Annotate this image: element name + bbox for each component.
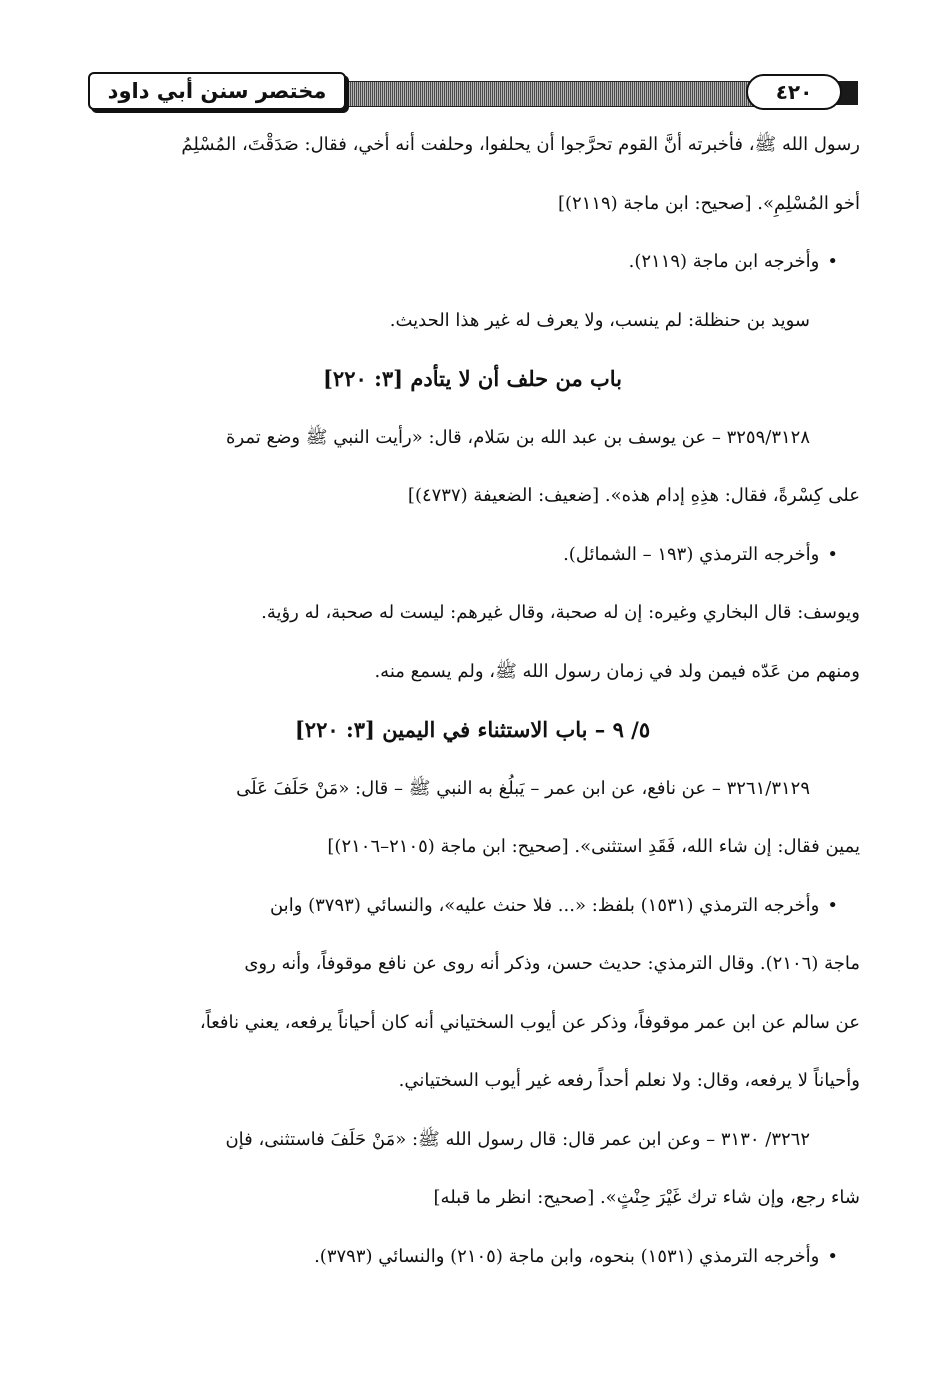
bullet-line: • وأخرجه الترمذي (١٥٣١) بنحوه، وابن ماجة (٢١٠٥) والنسائي (٣٧٩٣). (85, 1228, 860, 1287)
text-line: ويوسف: قال البخاري وغيره: إن له صحبة، وقال غيرهم: ليست له صحبة، له رؤية. (261, 602, 860, 623)
text-line: عن سالم عن ابن عمر موقوفاً، وذكر عن أيوب السختياني أنه كان أحياناً يرفعه، يعني نافعاً، (199, 1011, 860, 1033)
bullet-line: • وأخرجه الترمذي (١٥٣١) بلفظ: «... فلا حنث عليه»، والنسائي (٣٧٩٣) وابن (85, 877, 860, 936)
hadith-line: ٣٢٥٩/٣١٢٨ – عن يوسف بن عبد الله بن سَلام، قال: «رأيت النبي ﷺ وضع تمرة (226, 426, 810, 448)
header-ornament-bar (286, 81, 778, 107)
hadith-line: ٣٢٦١/٣١٢٩ – عن نافع، عن ابن عمر – يَبلُغ به النبي ﷺ – قال: «مَنْ حَلَفَ عَلَى (236, 777, 810, 799)
page-body (85, 116, 860, 1286)
text-line: ماجة (٢١٠٦). وقال الترمذي: حديث حسن، وذكر أنه روى عن نافع موقوفاً، وأنه روى (244, 953, 860, 974)
text-line: وأحياناً لا يرفعه، وقال: ولا نعلم أحداً رفعه غير أيوب السختياني. (398, 1070, 860, 1091)
text-line: أخو المُسْلِمِ». [صحيح: ابن ماجة (٢١١٩)] (557, 192, 860, 214)
bullet-line: • وأخرجه الترمذي (١٩٣ – الشمائل). (85, 526, 860, 585)
book-title: مختصر سنن أبي داود (88, 72, 346, 110)
text-line: يمين فقال: إن شاء الله، فَقَدِ استثنى». [صحيح: ابن ماجة (٢١٠٥–٢١٠٦)] (327, 836, 860, 857)
running-header (86, 70, 858, 122)
text-line: على كِسْرةً، فقال: هذِهِ إدام هذه». [ضعيف: الضعيفة (٤٧٣٧)] (407, 485, 860, 506)
section-heading: باب من حلف أن لا يتأدم [٣: ٢٢٠] (322, 366, 623, 391)
hadith-line: ٣٢٦٢/ ٣١٣٠ – وعن ابن عمر قال: قال رسول الله ﷺ: «مَنْ حَلَفَ فاستثنى، فإن (225, 1128, 810, 1150)
text-line: شاء رجع، وإن شاء ترك غَيْرَ حِنْثٍ». [صحيح: انظر ما قبله] (433, 1187, 860, 1208)
bullet-line: • وأخرجه ابن ماجة (٢١١٩). (85, 233, 860, 292)
page-number: ٤٢٠ (746, 74, 842, 110)
section-heading: ٥/ ٩ – باب الاستثناء في اليمين [٣: ٢٢٠] (294, 717, 651, 742)
text-line: ومنهم من عَدّه فيمن ولد في زمان رسول الله ﷺ، ولم يسمع منه. (374, 660, 860, 682)
text-line: رسول الله ﷺ، فأخبرته أنَّ القوم تحرَّجوا أن يحلفوا، وحلفت أنه أخي، فقال: صَدَقْتَ، المُسْلِمُ (181, 134, 860, 155)
text-line: سويد بن حنظلة: لم ينسب، ولا يعرف له غير هذا الحديث. (389, 309, 810, 331)
